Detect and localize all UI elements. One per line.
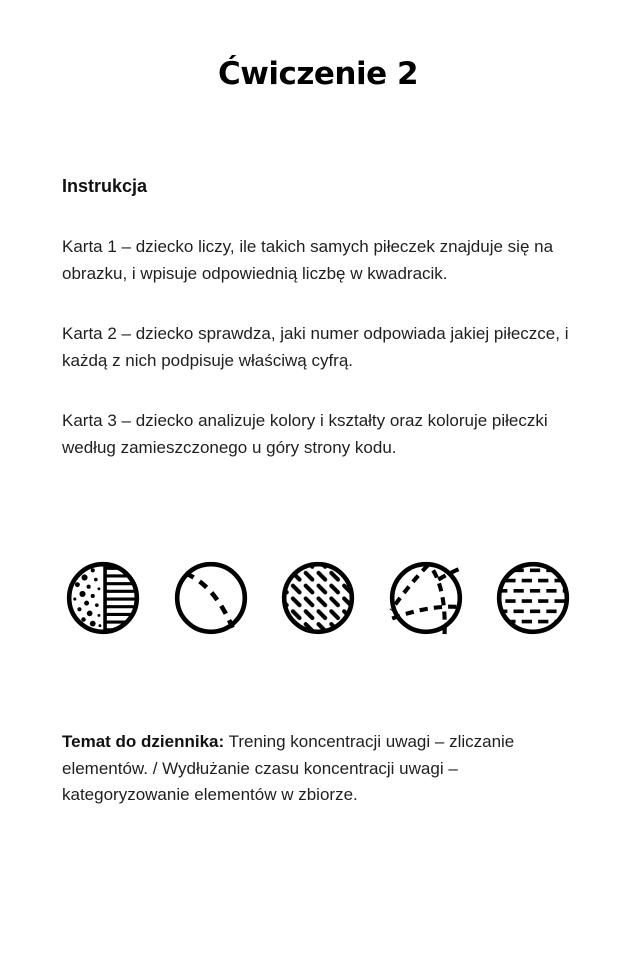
ball-crossing-dashed-arcs-icon [385, 557, 467, 639]
instruction-karta-1: Karta 1 – dziecko liczy, ile takich samych piłeczek znajduje się na obrazku, i wpisuje odpowiednią liczbę w kwadracik. [62, 237, 554, 283]
instruction-karta-3: Karta 3 – dziecko analizuje kolory i kształty oraz koloruje piłeczki według zamieszczonego u góry strony kodu. [62, 411, 548, 457]
ball-single-dashed-arc-icon [170, 557, 252, 639]
journal-topic-label: Temat do dziennika: [62, 732, 225, 751]
journal-topic [62, 729, 574, 809]
worksheet-page [0, 56, 636, 956]
ball-diagonal-dashes-icon [277, 557, 359, 639]
ball-pattern-row [62, 557, 574, 639]
ball-horizontal-dashes-icon [492, 557, 574, 639]
instruction-karta-2: Karta 2 – dziecko sprawdza, jaki numer odpowiada jakiej piłeczce, i każdą z nich podpisuje właściwą cyfrą. [62, 324, 569, 370]
ball-half-dots-half-stripes-icon [62, 557, 144, 639]
instructions-heading: Instrukcja [62, 176, 148, 196]
journal-topic-text: Trening koncentracji uwagi – zliczanie elementów. / Wydłużanie czasu koncentracji uwagi – kategoryzowanie elementów w zbiorze. [62, 732, 515, 804]
page-title: Ćwiczenie 2 [217, 56, 419, 92]
instructions-section [62, 176, 574, 461]
